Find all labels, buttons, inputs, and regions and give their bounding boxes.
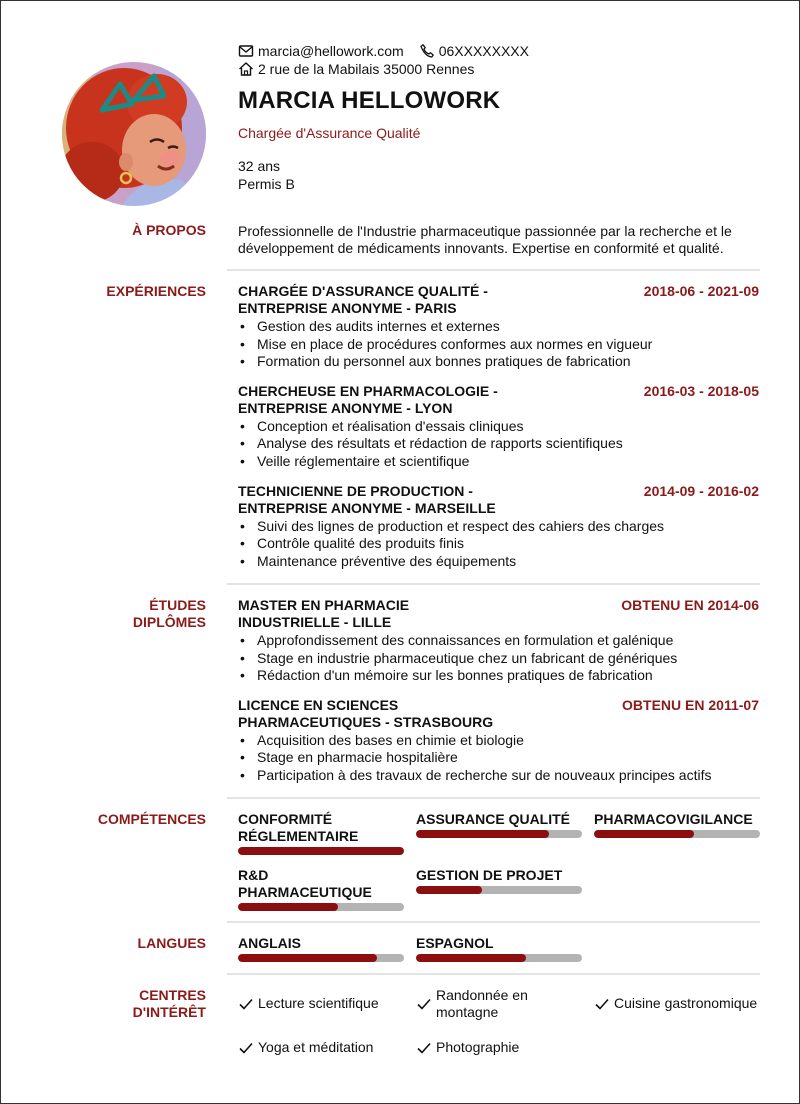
entry-title bbox=[238, 383, 498, 417]
entry-bullets bbox=[238, 318, 759, 371]
skill-name-line: GESTION DE PROJET bbox=[416, 867, 563, 883]
skills-grid bbox=[238, 811, 759, 911]
skill-name-line: PHARMACEUTIQUE bbox=[238, 884, 372, 900]
bullet-item: • Contrôle qualité des produits finis bbox=[238, 535, 759, 553]
skill-level-fill bbox=[416, 886, 482, 894]
bullet-item: • Mise en place de procédures conformes aux normes en vigueur bbox=[238, 336, 759, 354]
experience-label: EXPÉRIENCES bbox=[106, 283, 206, 299]
entry-bullets bbox=[238, 518, 759, 571]
skill-name-line: RÉGLEMENTAIRE bbox=[238, 828, 359, 844]
entry-title-line: CHARGÉE D'ASSURANCE QUALITÉ - bbox=[238, 283, 488, 299]
entry-title bbox=[238, 597, 409, 631]
entry-title-line: ENTREPRISE ANONYME - PARIS bbox=[238, 300, 457, 316]
entry-title bbox=[238, 697, 493, 731]
personal-info bbox=[238, 157, 295, 193]
skill-name bbox=[238, 811, 404, 845]
interest-text-line: Randonnée en bbox=[436, 987, 528, 1003]
bullet-item: • Analyse des résultats et rédaction de rapports scientifiques bbox=[238, 435, 759, 453]
language-level-fill bbox=[238, 954, 377, 962]
entry-title-line: PHARMACEUTIQUES - STRASBOURG bbox=[238, 713, 494, 730]
contact-block bbox=[238, 42, 544, 78]
interest-item bbox=[594, 995, 772, 1021]
interest-text bbox=[258, 995, 379, 1012]
interest-text bbox=[436, 1039, 519, 1056]
checkmark-icon bbox=[594, 996, 610, 1012]
address-text: 2 rue de la Mabilais 35000 Rennes bbox=[258, 61, 475, 77]
bullet-item: • Approfondissement des connaissances en formulation et galénique bbox=[238, 632, 759, 650]
entry-title-line: CHERCHEUSE EN PHARMACOLOGIE - bbox=[238, 382, 498, 399]
driving-license: Permis B bbox=[238, 176, 295, 192]
education-entry bbox=[238, 697, 759, 785]
interest-item bbox=[238, 995, 416, 1021]
divider bbox=[227, 797, 760, 799]
skill-level-bar bbox=[238, 847, 404, 855]
about-label: À PROPOS bbox=[132, 222, 206, 238]
skill-item bbox=[416, 811, 582, 855]
skill-item bbox=[238, 811, 404, 855]
interest-text-line: Cuisine gastronomique bbox=[614, 995, 758, 1011]
interest-text-line: Photographie bbox=[436, 1039, 520, 1055]
skill-item bbox=[594, 811, 760, 855]
email-item[interactable] bbox=[238, 42, 404, 60]
skill-level-fill bbox=[416, 830, 549, 838]
bullet-item: • Conception et réalisation d'essais cliniques bbox=[238, 418, 759, 436]
language-item bbox=[238, 935, 404, 962]
phone-item[interactable] bbox=[419, 42, 529, 60]
education-label-line: DIPLÔMES bbox=[132, 614, 206, 630]
entry-title bbox=[238, 483, 496, 517]
skill-level-bar bbox=[416, 886, 582, 894]
entry-date: 2018-06 - 2021-09 bbox=[643, 283, 759, 299]
entry-bullets bbox=[238, 632, 759, 685]
language-level-bar bbox=[416, 954, 582, 962]
interest-text bbox=[258, 1039, 373, 1056]
home-icon bbox=[238, 61, 254, 77]
education-label-line: ÉTUDES bbox=[149, 597, 206, 613]
bullet-item: • Participation à des travaux de recherche sur de nouveaux principes actifs bbox=[238, 767, 759, 785]
skill-level-fill bbox=[594, 830, 694, 838]
interest-text-line: montagne bbox=[436, 1004, 499, 1020]
age: 32 ans bbox=[238, 158, 281, 174]
checkmark-icon bbox=[416, 996, 432, 1012]
candidate-name: MARCIA HELLOWORK bbox=[238, 87, 501, 114]
entry-date: OBTENU EN 2011-07 bbox=[622, 696, 759, 713]
about-text: Professionnelle de l'Industrie pharmaceutique passionnée par la recherche et le développement de médicaments innovants. Expertise en conformité et qualité. bbox=[238, 223, 732, 256]
skill-item bbox=[238, 867, 404, 911]
bullet-item: • Suivi des lignes de production et respect des cahiers des charges bbox=[238, 518, 759, 536]
divider bbox=[227, 921, 760, 923]
email-text: marcia@hellowork.com bbox=[258, 43, 404, 59]
skill-name bbox=[416, 811, 582, 828]
job-title: Chargée d'Assurance Qualité bbox=[238, 125, 421, 141]
entry-title-line: INDUSTRIELLE - LILLE bbox=[238, 614, 392, 630]
phone-icon bbox=[419, 43, 435, 59]
entry-title-line: ENTREPRISE ANONYME - LYON bbox=[238, 399, 453, 416]
interests-grid bbox=[238, 987, 759, 1056]
divider bbox=[227, 583, 760, 585]
bullet-item: • Maintenance préventive des équipements bbox=[238, 553, 759, 571]
skill-name-line: CONFORMITÉ bbox=[238, 811, 333, 827]
profile-photo bbox=[62, 62, 206, 206]
interest-text bbox=[436, 987, 528, 1021]
languages-grid bbox=[238, 935, 759, 962]
skills-label: COMPÉTENCES bbox=[97, 811, 206, 827]
entry-title bbox=[238, 283, 488, 317]
skill-level-bar bbox=[238, 903, 404, 911]
bullet-item: • Stage en industrie pharmaceutique chez un fabricant de génériques bbox=[238, 650, 759, 668]
bullet-item: • Acquisition des bases en chimie et biologie bbox=[238, 732, 759, 750]
envelope-icon bbox=[238, 43, 254, 59]
divider bbox=[227, 269, 760, 271]
interests-label-line: CENTRES bbox=[139, 987, 206, 1003]
interests-label bbox=[133, 987, 206, 1021]
skill-name bbox=[238, 867, 404, 901]
skill-level-fill bbox=[238, 847, 404, 855]
interest-item bbox=[238, 1039, 416, 1056]
education-entry bbox=[238, 597, 759, 685]
entry-title-line: LICENCE EN SCIENCES bbox=[238, 696, 399, 713]
address-item bbox=[238, 60, 474, 78]
bullet-item: • Formation du personnel aux bonnes pratiques de fabrication bbox=[238, 353, 759, 371]
languages-label: LANGUES bbox=[137, 935, 206, 951]
checkmark-icon bbox=[416, 1040, 432, 1056]
checkmark-icon bbox=[238, 996, 254, 1012]
skill-name-line: PHARMACOVIGILANCE bbox=[594, 811, 753, 827]
experience-entry bbox=[238, 283, 759, 371]
skill-name-line: ASSURANCE QUALITÉ bbox=[416, 811, 571, 827]
entry-bullets bbox=[238, 418, 759, 471]
language-name: ANGLAIS bbox=[238, 935, 301, 951]
entry-title-line: MASTER EN PHARMACIE bbox=[238, 597, 410, 613]
profile-illustration bbox=[62, 62, 206, 206]
experience-entry bbox=[238, 483, 759, 571]
interest-text-line: Lecture scientifique bbox=[258, 995, 379, 1011]
skill-name bbox=[416, 867, 582, 884]
entry-date: OBTENU EN 2014-06 bbox=[621, 597, 759, 613]
skill-level-bar bbox=[416, 830, 582, 838]
language-item bbox=[416, 935, 582, 962]
interest-item bbox=[416, 987, 594, 1021]
language-level-fill bbox=[416, 954, 526, 962]
entry-date: 2014-09 - 2016-02 bbox=[643, 482, 759, 499]
phone-text: 06XXXXXXXX bbox=[438, 43, 529, 59]
bullet-item: • Stage en pharmacie hospitalière bbox=[238, 749, 759, 767]
bullet-item: • Veille réglementaire et scientifique bbox=[238, 453, 759, 471]
entry-title-line: TECHNICIENNE DE PRODUCTION - bbox=[238, 482, 473, 499]
entry-date: 2016-03 - 2018-05 bbox=[643, 382, 759, 399]
language-name: ESPAGNOL bbox=[416, 935, 494, 951]
bullet-item: • Rédaction d'un mémoire sur les bonnes pratiques de fabrication bbox=[238, 667, 759, 685]
entry-bullets bbox=[238, 732, 759, 785]
education-label bbox=[133, 597, 206, 631]
skill-level-bar bbox=[594, 830, 760, 838]
experience-entry bbox=[238, 383, 759, 471]
entry-title-line: ENTREPRISE ANONYME - MARSEILLE bbox=[238, 499, 496, 516]
bullet-item: • Gestion des audits internes et externes bbox=[238, 318, 759, 336]
skill-name bbox=[594, 811, 760, 828]
checkmark-icon bbox=[238, 1040, 254, 1056]
skill-name-line: R&D bbox=[238, 867, 269, 883]
interests-label-line: D'INTÉRÊT bbox=[132, 1004, 206, 1020]
language-level-bar bbox=[238, 954, 404, 962]
education-list bbox=[238, 597, 759, 797]
interest-item bbox=[416, 1039, 594, 1056]
interest-text-line: Yoga et méditation bbox=[258, 1039, 374, 1055]
skill-item bbox=[416, 867, 582, 911]
skill-level-fill bbox=[238, 903, 338, 911]
interest-text bbox=[614, 995, 757, 1012]
divider bbox=[227, 973, 760, 975]
experience-list bbox=[238, 283, 759, 582]
